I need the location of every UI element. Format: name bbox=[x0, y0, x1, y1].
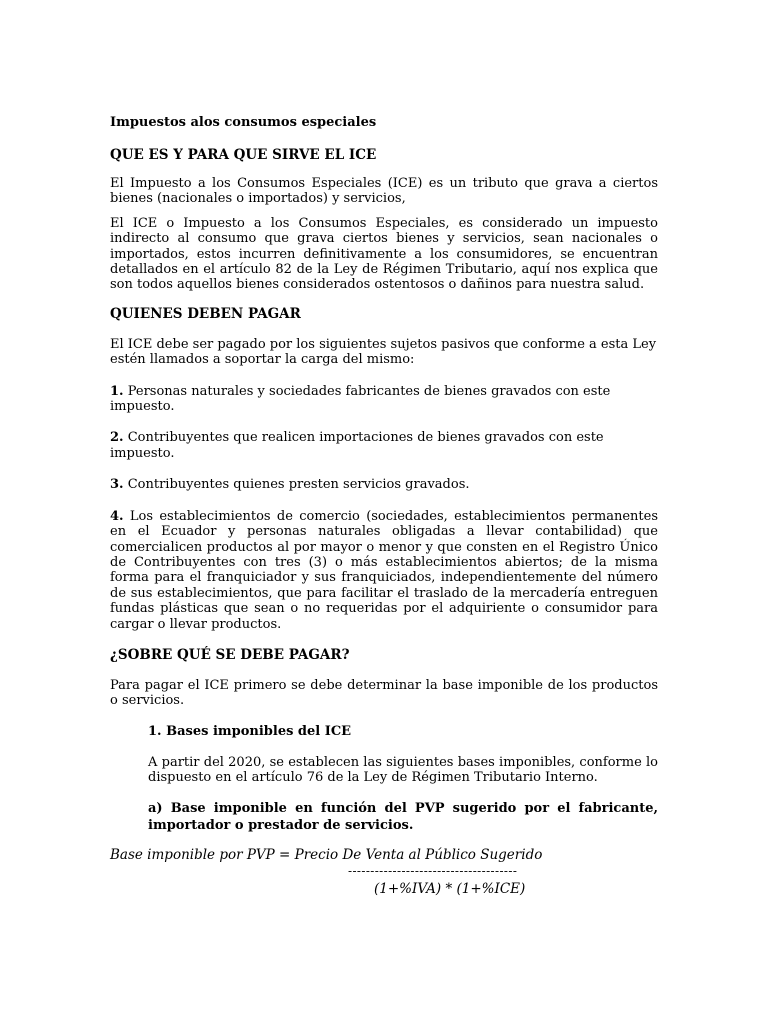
list-item-number: 3. bbox=[110, 477, 124, 493]
list-item-number: 2. bbox=[110, 430, 124, 446]
paragraph-ice-description: El ICE o Impuesto a los Consumos Especiales, es considerado un impuesto indirecto al consumo que grava ciertos bienes y servicios, sean nacionales o importados, estos incurren definitivamente a los consumidores, se encuentran detallados en el artículo 82 de la Ley de Régimen Tributario, aquí nos explica que son todos aquellos bienes considerados ostentosos o dañinos para nuestra salud. bbox=[110, 215, 658, 293]
paragraph-base-imponible-intro: Para pagar el ICE primero se debe determinar la base imponible de los productos o servicios. bbox=[110, 677, 658, 709]
formula-numerator-line: Base imponible por PVP = Precio De Venta al Público Sugerido bbox=[110, 846, 543, 863]
document-title: Impuestos alos consumos especiales bbox=[110, 115, 377, 130]
list-item-3 bbox=[110, 477, 658, 492]
paragraph-sujetos-pasivos: El ICE debe ser pagado por los siguientes sujetos pasivos que conforme a esta Ley estén llamados a soportar la carga del mismo: bbox=[110, 336, 657, 368]
document-page bbox=[110, 114, 658, 902]
list-item-number: 4. bbox=[110, 508, 124, 524]
section-heading-que-es: QUE ES Y PARA QUE SIRVE EL ICE bbox=[110, 147, 377, 163]
formula-base-imponible bbox=[110, 846, 658, 902]
list-item-text: Contribuyentes quienes presten servicios gravados. bbox=[123, 477, 470, 493]
paragraph-ice-definition: El Impuesto a los Consumos Especiales (ICE) es un tributo que grava a ciertos bienes (nacionales o importados) y servicios, bbox=[110, 176, 658, 207]
formula-fraction-rule: -------------------------------------- bbox=[348, 863, 518, 878]
paragraph-base-pvp: a) Base imponible en función del PVP sugerido por el fabricante, importador o prestador de servicios. bbox=[148, 800, 658, 833]
list-item-2 bbox=[110, 430, 658, 461]
list-item-text: Contribuyentes que realicen importaciones de bienes gravados con este impuesto. bbox=[110, 430, 604, 461]
section-heading-sobre-que-pagar: ¿SOBRE QUÉ SE DEBE PAGAR? bbox=[110, 646, 350, 663]
list-item-1 bbox=[110, 384, 658, 415]
list-item-number: 1. bbox=[110, 383, 124, 399]
list-item-text: Personas naturales y sociedades fabricantes de bienes gravados con este impuesto. bbox=[110, 383, 611, 415]
subheading-bases-imponibles: 1. Bases imponibles del ICE bbox=[148, 723, 352, 739]
list-item-text: Los establecimientos de comercio (sociedades, establecimientos permanentes en el Ecuador y personas naturales obligadas a llevar contabilidad) que comercialicen productos al por mayor o menor y que consten en el Registro Único de Contribuyentes con tres (3) o más establecimientos abiertos; de la misma forma para el franquiciador y sus franquiciados, independientemente del número de sus establecimientos, que para facilitar el traslado de la mercadería entreguen fundas plásticas que sean o no requeridas por el adquiriente o consumidor para cargar o llevar productos. bbox=[110, 508, 658, 632]
list-item-4 bbox=[110, 509, 658, 632]
paragraph-bases-2020: A partir del 2020, se establecen las siguientes bases imponibles, conforme lo dispuesto en el artículo 76 de la Ley de Régimen Tributario Interno. bbox=[148, 754, 658, 786]
formula-denominator: (1+%IVA) * (1+%ICE) bbox=[374, 880, 526, 897]
section-heading-quienes-deben-pagar: QUIENES DEBEN PAGAR bbox=[110, 305, 301, 322]
